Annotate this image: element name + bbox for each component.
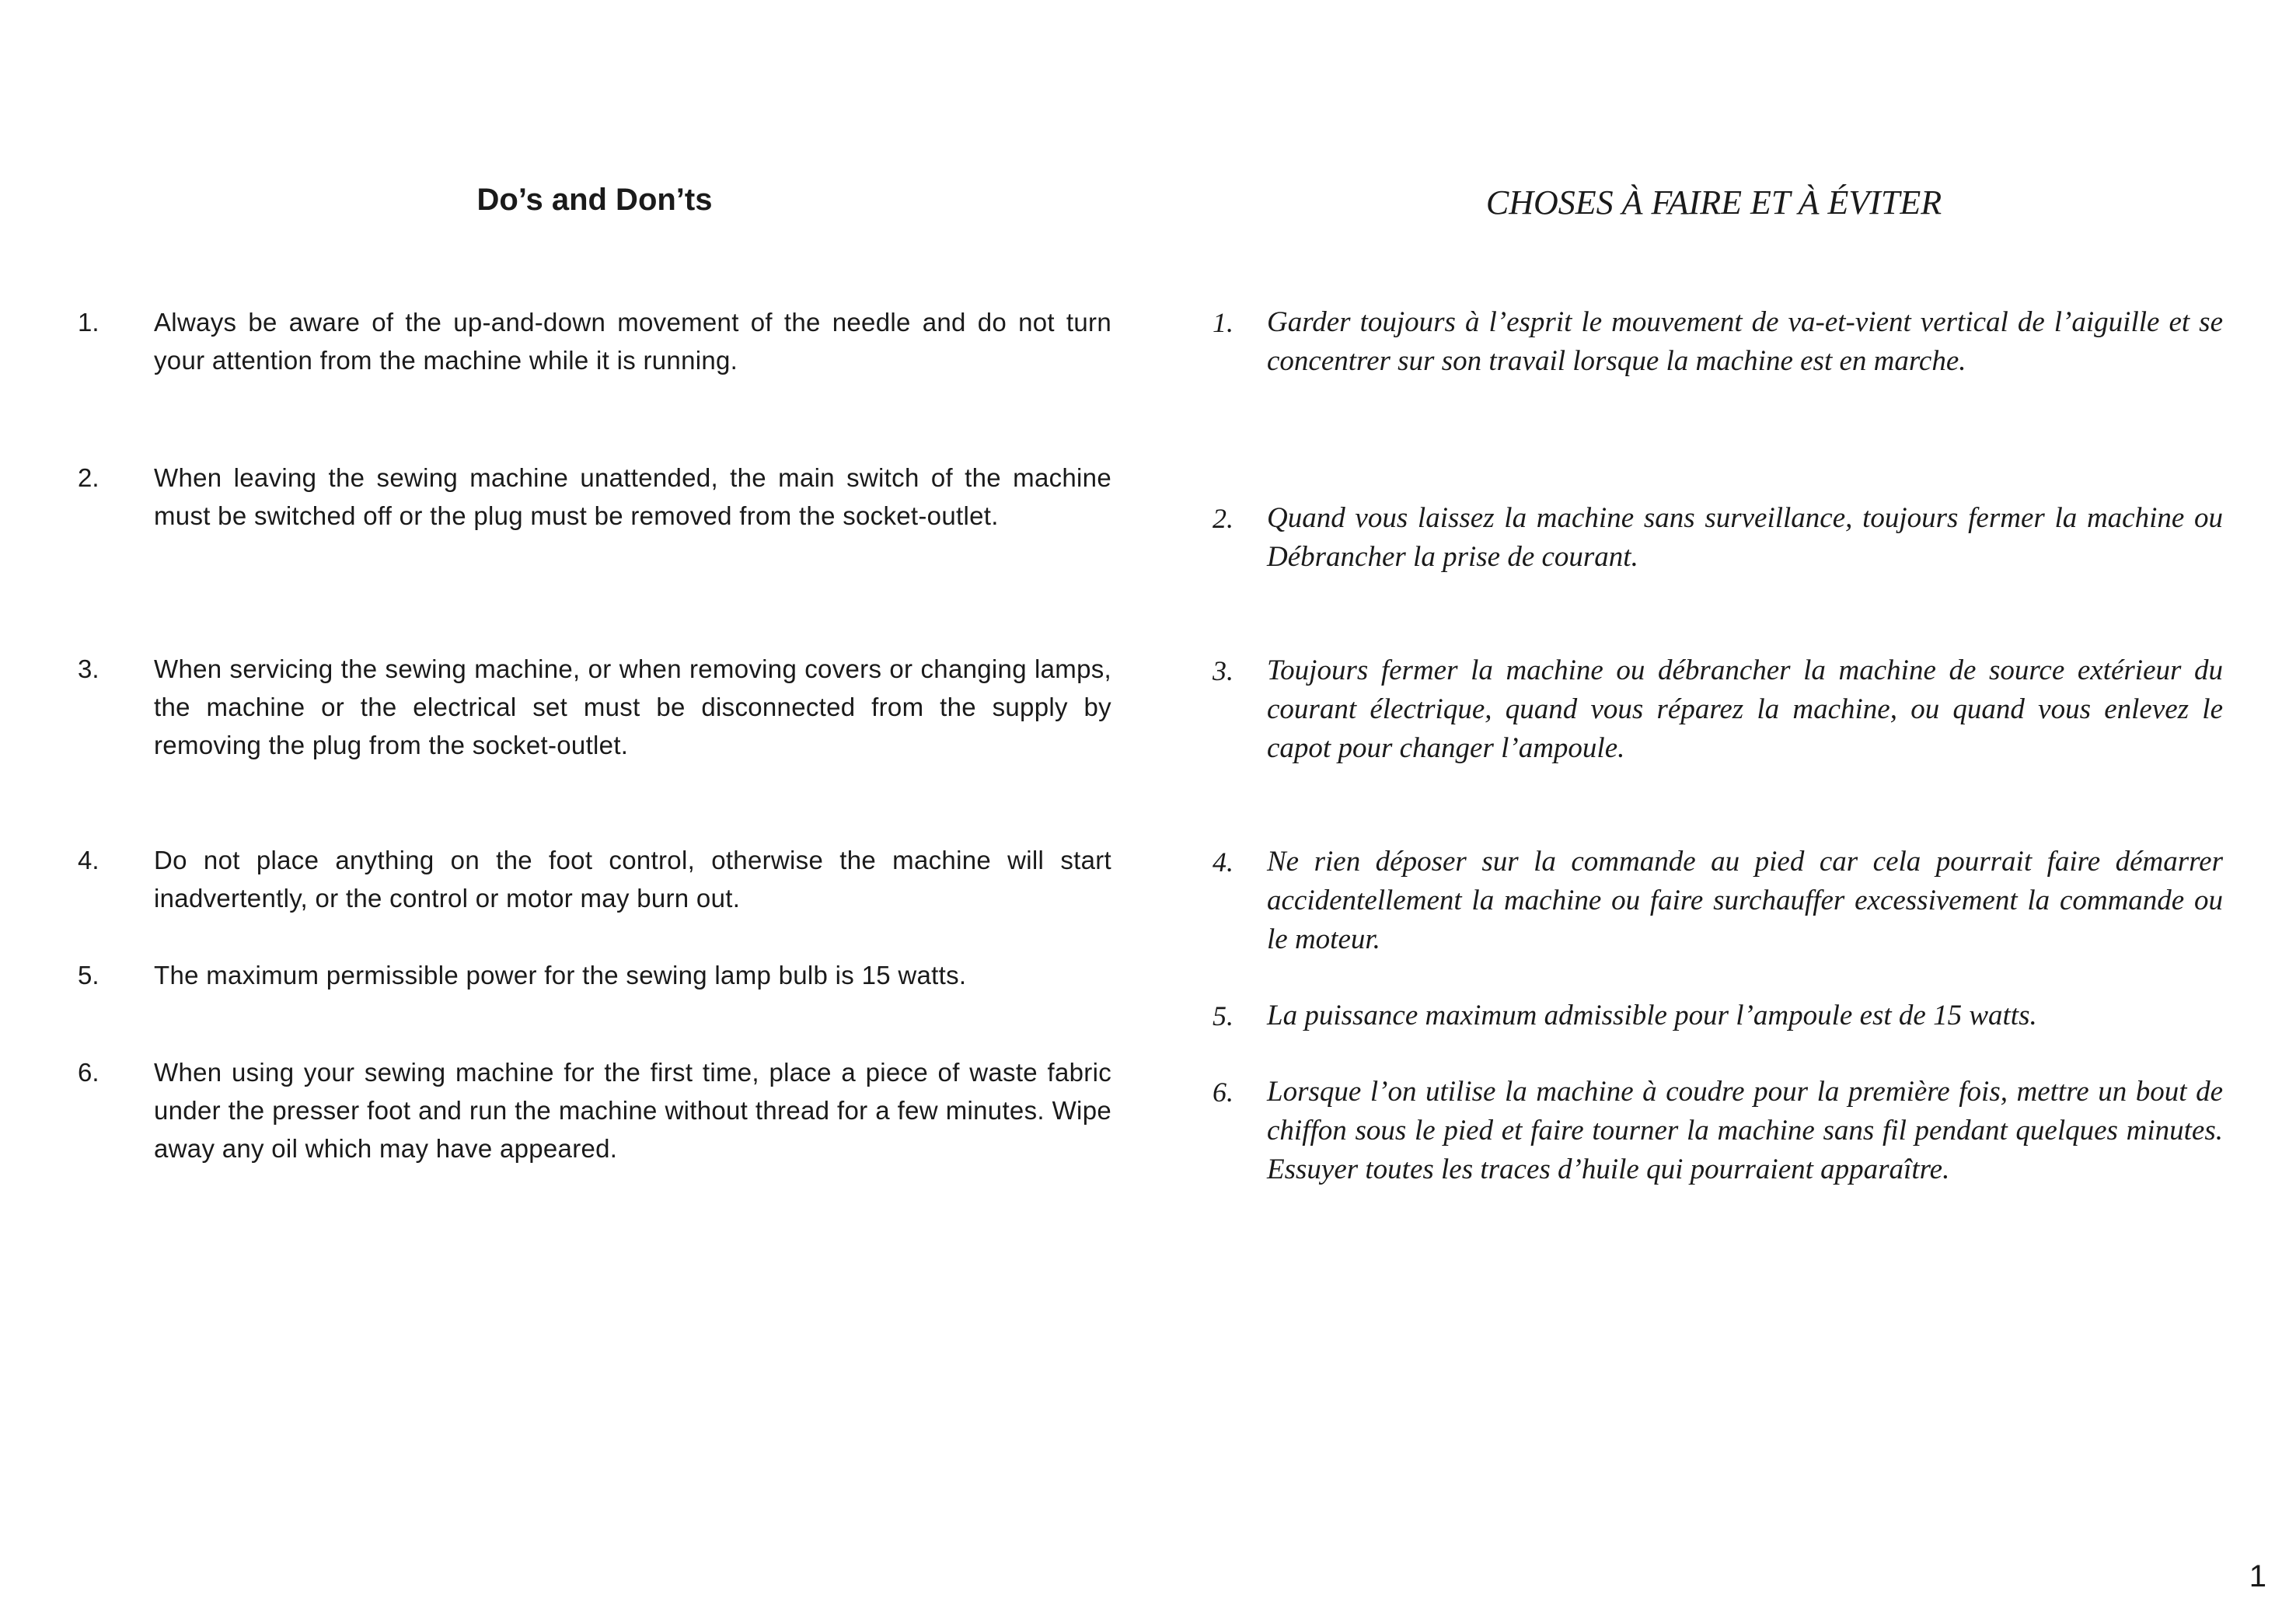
item-text: La puissance maximum admissible pour l’ampoule est de 15 watts. xyxy=(1267,1000,2037,1031)
item-number: 2. xyxy=(78,463,99,492)
french-item-1 xyxy=(1205,303,2223,381)
english-item-3 xyxy=(78,650,1111,764)
item-number: 5. xyxy=(1213,1000,1233,1031)
item-text: Garder toujours à l’esprit le mouvement de va-et-vient vertical de l’aiguille et se concentrer sur son travail lorsque la machine est en marche. xyxy=(1267,306,2223,377)
english-item-1 xyxy=(78,303,1111,379)
item-number: 2. xyxy=(1213,503,1233,534)
item-text: When leaving the sewing machine unattended, the main switch of the machine must be switched off or the plug must be removed from the socket-outlet. xyxy=(154,463,1111,530)
item-number: 3. xyxy=(78,654,99,683)
item-number: 1. xyxy=(1213,307,1233,338)
item-number: 6. xyxy=(1213,1077,1233,1108)
item-number: 5. xyxy=(78,961,99,989)
item-text: Always be aware of the up-and-down movement of the needle and do not turn your attention from the machine while it is running. xyxy=(154,308,1111,375)
english-item-2 xyxy=(78,459,1111,535)
english-item-5 xyxy=(78,956,1111,994)
french-item-5 xyxy=(1205,996,2223,1035)
item-text: Lorsque l’on utilise la machine à coudre pour la première fois, mettre un bout de chiffon sous le pied et faire tourner la machine sans fil pendant quelques minutes. Essuyer toutes les traces d’huile qui pourraient apparaître. xyxy=(1267,1076,2223,1185)
english-title: Do’s and Don’ts xyxy=(476,183,713,217)
item-text: When using your sewing machine for the first time, place a piece of waste fabric under the presser foot and run the machine without thread for a few minutes. Wipe away any oil which may have appeared. xyxy=(154,1058,1111,1163)
french-item-3 xyxy=(1205,651,2223,768)
english-item-6 xyxy=(78,1053,1111,1167)
french-item-2 xyxy=(1205,499,2223,577)
french-item-4 xyxy=(1205,843,2223,959)
french-title: CHOSES À FAIRE ET À ÉVITER xyxy=(1485,183,1942,222)
page-number: 1 xyxy=(2249,1559,2266,1593)
item-number: 4. xyxy=(78,846,99,874)
item-number: 3. xyxy=(1213,655,1233,686)
item-number: 4. xyxy=(1213,846,1233,878)
french-item-6 xyxy=(1205,1073,2223,1189)
item-number: 6. xyxy=(78,1058,99,1087)
item-text: Do not place anything on the foot control, otherwise the machine will start inadvertently, or the control or motor may burn out. xyxy=(154,846,1111,913)
item-text: Toujours fermer la machine ou débrancher la machine de source extérieur du courant électrique, quand vous réparez la machine, ou quand vous enlevez le capot pour changer l’ampoule. xyxy=(1267,654,2223,764)
item-text: Quand vous laissez la machine sans surveillance, toujours fermer la machine ou Débrancher la prise de courant. xyxy=(1267,502,2223,573)
english-item-4 xyxy=(78,841,1111,917)
item-text: Ne rien déposer sur la commande au pied car cela pourrait faire démarrer accidentellement la machine ou faire surchauffer excessivement la commande ou le moteur. xyxy=(1267,846,2223,955)
item-text: When servicing the sewing machine, or when removing covers or changing lamps, the machine or the electrical set must be disconnected from the supply by removing the plug from the socket-outlet. xyxy=(154,654,1111,759)
item-text: The maximum permissible power for the sewing lamp bulb is 15 watts. xyxy=(154,961,967,989)
item-number: 1. xyxy=(78,308,99,337)
